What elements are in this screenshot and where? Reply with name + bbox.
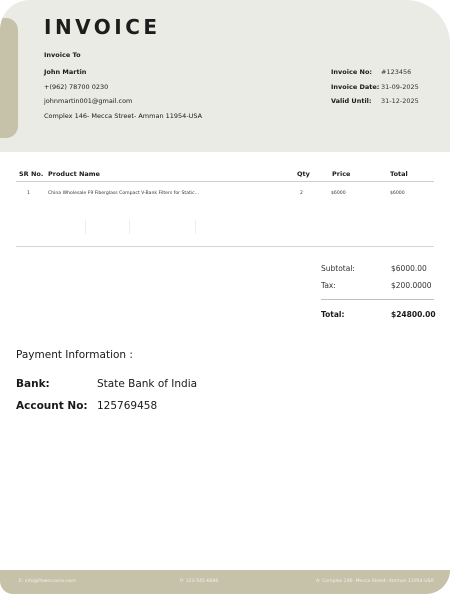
empty-row-divider bbox=[85, 220, 86, 234]
invoice-date-value: 31-09-2025 bbox=[381, 83, 419, 91]
column-header-product: Product Name bbox=[48, 170, 100, 178]
row-sr: 1 bbox=[27, 191, 30, 196]
column-header-price: Price bbox=[332, 170, 351, 178]
empty-row-divider bbox=[129, 220, 130, 234]
payment-info-title: Payment Information : bbox=[16, 349, 133, 361]
subtotal-label: Subtotal: bbox=[321, 264, 355, 273]
row-qty: 2 bbox=[300, 191, 303, 196]
footer-address: A: Complex 146- Mecca Street- Amman 11954-USA bbox=[316, 579, 434, 584]
summary-divider bbox=[321, 299, 434, 300]
invoice-to-label: Invoice To bbox=[44, 51, 81, 59]
header-accent-bar bbox=[0, 18, 18, 138]
invoice-date-label: Invoice Date: bbox=[331, 83, 380, 91]
bank-label: Bank: bbox=[16, 378, 50, 390]
customer-address: Complex 146- Mecca Street- Amman 11954-USA bbox=[44, 112, 203, 120]
invoice-number-value: #123456 bbox=[381, 68, 412, 76]
account-number-label: Account No: bbox=[16, 400, 88, 412]
customer-email: johnmartin001@gmail.com bbox=[44, 97, 133, 105]
invoice-title: INVOICE bbox=[44, 15, 161, 39]
total-value: $24800.00 bbox=[391, 310, 436, 319]
table-header-divider bbox=[16, 181, 434, 182]
valid-until-value: 31-12-2025 bbox=[381, 97, 419, 105]
column-header-total: Total bbox=[390, 170, 408, 178]
account-number-value: 125769458 bbox=[97, 400, 158, 412]
invoice-footer bbox=[0, 570, 450, 594]
table-bottom-divider bbox=[16, 246, 434, 247]
total-label: Total: bbox=[321, 310, 345, 319]
row-price: $6000 bbox=[331, 191, 346, 196]
column-header-qty: Qty bbox=[297, 170, 310, 178]
row-product: China Wholesale F9 Fiberglass Compact V-Bank Filters for Static... bbox=[48, 191, 200, 196]
customer-name: John Martin bbox=[44, 68, 87, 76]
column-header-sr: SR No. bbox=[19, 170, 44, 178]
footer-email: E: info@Powercomo.com bbox=[19, 579, 76, 584]
valid-until-label: Valid Until: bbox=[331, 97, 372, 105]
bank-value: State Bank of India bbox=[97, 378, 198, 390]
customer-phone: +(962) 78700 0230 bbox=[44, 83, 109, 91]
tax-value: $200.0000 bbox=[391, 281, 432, 290]
subtotal-value: $6000.00 bbox=[391, 264, 427, 273]
footer-phone: P: 123-545-6686 bbox=[180, 579, 219, 584]
invoice-number-label: Invoice No: bbox=[331, 68, 373, 76]
empty-row-divider bbox=[195, 220, 196, 234]
row-total: $6000 bbox=[390, 191, 405, 196]
invoice-header bbox=[0, 0, 450, 152]
tax-label: Tax: bbox=[321, 281, 336, 290]
